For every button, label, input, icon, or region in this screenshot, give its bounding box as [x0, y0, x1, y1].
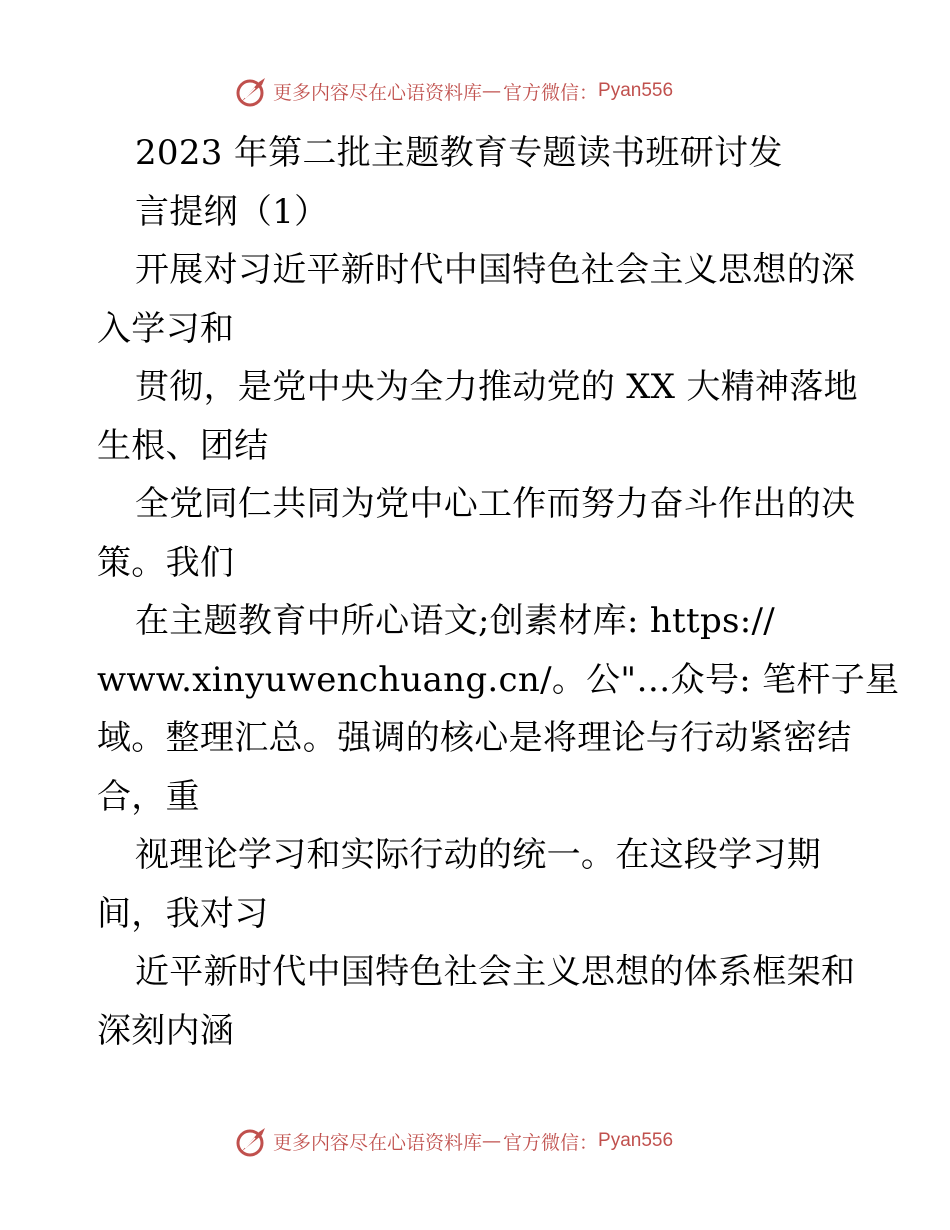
document-body: [97, 124, 900, 1060]
doc-title-line-1: 2023 年第二批主题教育专题读书班研讨发: [135, 133, 783, 173]
paragraph-line: 合，重: [97, 776, 200, 817]
paragraph-line: 深刻内涵: [97, 1010, 235, 1051]
quill-pen-logo-icon: [235, 74, 269, 108]
watermark-wechat-label: 官方微信：: [503, 81, 599, 104]
header-watermark: [235, 74, 673, 108]
watermark-text: 更多内容尽在心语资料库: [273, 1131, 483, 1154]
paragraph-line: 间，我对习: [97, 893, 269, 934]
quill-pen-logo-icon: [235, 1124, 269, 1158]
paragraph-line: 入学习和: [97, 308, 235, 349]
watermark-text: 更多内容尽在心语资料库: [273, 81, 483, 104]
watermark-separator: —: [482, 1130, 502, 1152]
paragraph-line: 生根、团结: [97, 425, 269, 466]
paragraph-line: 贯彻，是党中央为全力推动党的 XX 大精神落地: [135, 367, 858, 407]
paragraph-line: 域。整理汇总。强调的核心是将理论与行动紧密结: [97, 718, 852, 758]
footer-watermark: [235, 1124, 673, 1158]
watermark-wechat-id: Pyan556: [598, 1130, 674, 1151]
paragraph-line: 在主题教育中所心语文;创素材库: https://: [135, 601, 776, 641]
paragraph-line: 全党同仁共同为党中心工作而努力奋斗作出的决: [135, 484, 856, 524]
paragraph-line: 开展对习近平新时代中国特色社会主义思想的深: [135, 250, 856, 290]
watermark-separator: —: [482, 80, 502, 102]
watermark-wechat-id: Pyan556: [598, 80, 674, 101]
paragraph-line: 策。我们: [97, 542, 235, 583]
watermark-wechat-label: 官方微信：: [503, 1131, 599, 1154]
paragraph-line: 视理论学习和实际行动的统一。在这段学习期: [135, 835, 821, 875]
paragraph-line: www.xinyuwenchuang.cn/。公"…众号: 笔杆子星: [97, 659, 900, 700]
doc-title-line-2: 言提纲（1）: [135, 191, 329, 232]
paragraph-line: 近平新时代中国特色社会主义思想的体系框架和: [135, 952, 856, 992]
